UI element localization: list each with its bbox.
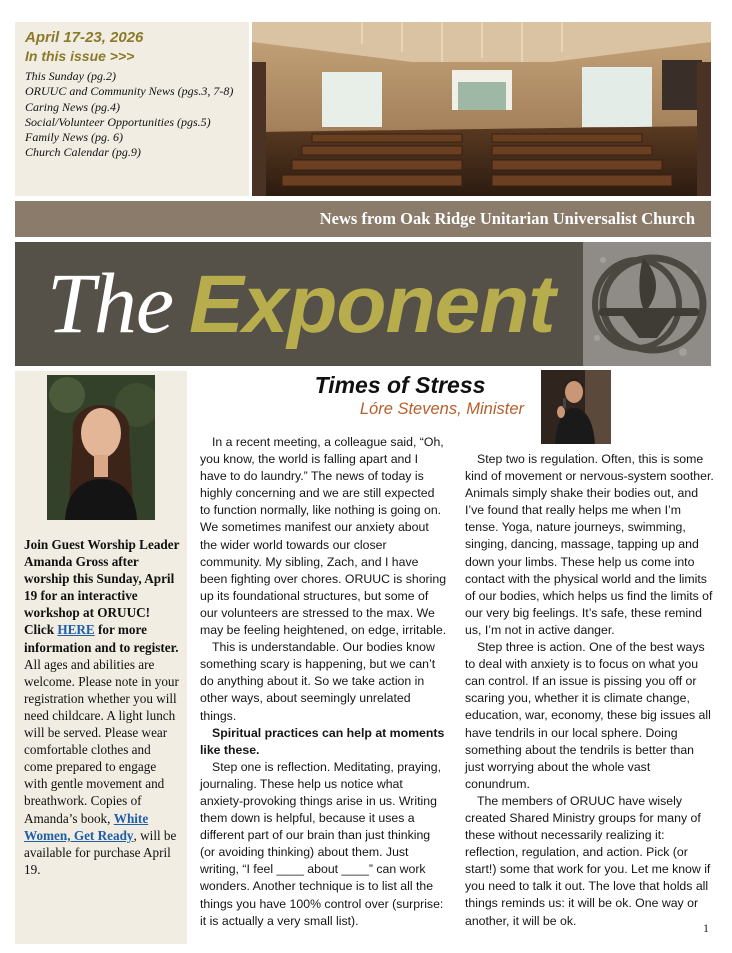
workshop-book-availability: , will be available for purchase April 19.	[24, 827, 177, 877]
contents-item: Church Calendar (pg.9)	[25, 145, 141, 160]
contents-item: Caring News (pg.4)	[25, 99, 121, 114]
in-this-issue-heading: In this issue >>>	[25, 48, 135, 64]
issue-contents-box	[15, 22, 249, 196]
title-the: The	[47, 255, 173, 351]
article-paragraph: Step three is action. One of the best ways to deal with anxiety is to focus on what you can control. If an issue is pissing you off or scaring you, whether it is climate change, education, war, economy, these big issues all have tendrils in our local sphere. Doing something about the tendrils is better than just worrying about the whole vast conundrum.	[465, 640, 711, 791]
article-column-right	[465, 451, 715, 930]
flaming-chalice-icon	[583, 242, 711, 366]
minister-speaking-photo	[541, 370, 611, 444]
article-paragraph: In a recent meeting, a colleague said, “Oh, you know, the world is falling apart and I have to do laundry.” The news of today is highly concerning and we are still expected to function normally, like nothing is going on. We sometimes manifest our anxiety about the wider world towards our closer community. My sibling, Zach, and I have been fighting over chores. ORUUC is shoring up its foundational structures, but some of our volunteers are stressed to the max. We may be feeling heightened, on edge, irritable.	[200, 435, 447, 638]
article-paragraph: The members of ORUUC have wisely created Shared Ministry groups for many of these without necessarily realizing it: reflection, regulation, and action. Pick (or start!) some that work for you. Let me know if you need to talk it out. The love that holds all things reminds us: it will be ok. One way or another, it will be ok.	[465, 793, 711, 928]
article-subheading: Spiritual practices can help at moments like these.	[200, 725, 445, 757]
contents-item: ORUUC and Community News (pgs.3, 7-8)	[25, 84, 234, 99]
contents-item: This Sunday (pg.2)	[25, 69, 116, 83]
book-link[interactable]: White Women, Get Ready	[24, 810, 149, 843]
sanctuary-illustration	[252, 22, 711, 196]
tagline-bar: News from Oak Ridge Unitarian Universalist Church	[15, 201, 711, 237]
masthead	[15, 242, 583, 366]
article-title: Times of Stress	[314, 372, 486, 398]
title-exponent: Exponent	[189, 259, 555, 350]
page-number: 1	[703, 921, 709, 935]
sanctuary-photo	[252, 22, 711, 196]
workshop-intro: Join Guest Worship Leader Amanda Gross after worship this Sunday, April 19 for an interactive workshop at ORUUC! Click	[24, 537, 180, 638]
workshop-announcement	[24, 536, 182, 878]
article-column-left	[200, 434, 448, 930]
amanda-gross-portrait	[47, 375, 155, 520]
workshop-register-text: for more information and to register.	[24, 622, 179, 655]
article-paragraph: Step two is regulation. Often, this is some kind of movement or nervous-system soother. Animals simply shake their bodies out, and I’ve found that really helps me when I’m tense. Yoga, nature journeys, swimming, singing, dancing, massage, tapping up and down your limbs. These help us come into contact with the physical world and the limits of our bodies, which helps us find the limits of our very big feelings. It’s safe, these remind us, I’m not in active danger.	[465, 452, 714, 637]
minister-photo	[541, 370, 611, 444]
article-paragraph: Step one is reflection. Meditating, praying, journaling. These help us notice what anxiety-provoking things arise in us. Writing them down is helpful, because it uses a different part of our brain than just thinking (or avoiding thinking) about them. Just writing, “I feel ____ about ____” can work wonders. Another technique is to list all the things you have 100% control over (surprise: it is actually a very small list).	[200, 759, 444, 928]
article-byline: Lóre Stevens, Minister	[359, 400, 524, 418]
newsletter-title	[47, 248, 555, 360]
article-paragraph: This is understandable. Our bodies know something scary is happening, but we can’t do anything about it. So we take action in other ways, about seemingly unrelated things.	[200, 640, 436, 723]
contents-list	[25, 69, 239, 161]
register-here-link[interactable]: HERE	[57, 622, 95, 638]
chalice-logo	[583, 242, 711, 366]
guest-leader-photo	[47, 375, 155, 520]
contents-item: Social/Volunteer Opportunities (pgs.5)	[25, 114, 211, 129]
workshop-details: All ages and abilities are welcome. Please note in your registration whether you will need childcare. A light lunch will be served. Please wear comfortable clothes and come prepared to engage with gentle movement and breathwork. Copies of Amanda’s book,	[24, 656, 179, 826]
issue-date: April 17-23, 2026	[25, 29, 144, 46]
contents-item: Family News (pg. 6)	[25, 130, 123, 145]
workshop-sidebar	[15, 371, 187, 944]
